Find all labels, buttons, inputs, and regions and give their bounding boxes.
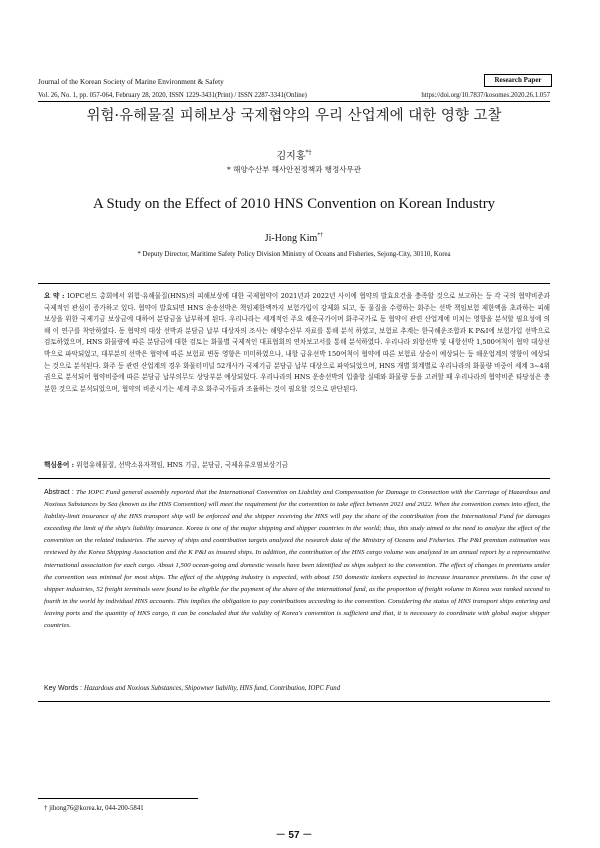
korean-title: 위험·유해물질 피해보상 국제협약의 우리 산업계에 대한 영향 고찰 xyxy=(86,108,502,124)
volume-line: Vol. 26, No. 1, pp. 057-064, February 28, 2020, ISSN 1229-3431(Print) / ISSN 2287-3341(Online) xyxy=(38,92,307,99)
page-number: － 57 － xyxy=(275,830,313,841)
abstract-bottom-rule xyxy=(38,701,550,702)
korean-abstract xyxy=(44,291,550,395)
english-keywords xyxy=(44,683,550,695)
korean-abstract-label: 요 약 : xyxy=(44,292,68,300)
english-title: A Study on the Effect of 2010 HNS Convention on Korean Industry xyxy=(92,196,496,212)
korean-keywords xyxy=(44,460,550,472)
english-abstract-label: Abstract : xyxy=(44,489,77,496)
journal-name: Journal of the Korean Society of Marine Environment & Safety xyxy=(38,77,224,86)
abstract-divider-rule xyxy=(38,478,550,479)
author-mark: *† xyxy=(305,149,312,157)
doi-link[interactable]: https://doi.org/10.7837/kosomes.2020.26.1.057 xyxy=(421,92,550,99)
korean-abstract-text: IOPC펀드 총회에서 위험·유해물질(HNS)의 피해보상에 대한 국제협약이 2021년과 2022년 사이에 협약의 발효요건을 충족할 것으로 보고하는 등 각 국의 협약비준과 국제적인 관심이 증가하고 있다. 협약이 발효되면 HNS 운송선박은 책임제한액까지 보험가입이 강제화 되고, 동 물질을 수령하는 화주는 선박 책임보험 제한액을 초과하는 피해 보상을 위한 국제기금 보상금에 대하여 분담금을 납부하게 된다. 우리나라는 세계적인 주요 해운국가이며 화주국가로 동 협약이 관련 산업계에 미치는 영향을 분석할 필요성에 의해 이 연구를 착안하였다. 동 협약의 대상 선박과 분담금 납부 대상자의 조사는 해양수산부 자료를 통해 분석 하였고, 보험료 추계는 한국해운조합과 K P&I에 보험가입 선박으로 검토하였으며, HNS 화물량에 따른 분담금에 대한 검토는 화물별 국제적인 대표협회의 연차보고서를 통해 분석하였다. 우리나라 외항선박 및 내항선박 1,500여척이 협약 대상선박으로 파악되었고, 대부분의 선박은 협약에 따른 보험료 변동 영향은 미미하였으나, 내항 급유선박 150여척이 협약에 따른 보험료 상승이 예상되는 등 해운업계의 영향이 예상되는 것으로 분석된다. 화주 등 관련 산업계의 경우 화물터미널 52개사가 국제기금 분담금 납부 대상으로 파악되었으며, HNS 개별 회계별로 우리나라의 화물량 비중이 세계 3~4위권으로 분석되어 협약비중에 따른 분담금 납부의무도 상당부분 예상되었다. 우리나라의 HNS 운송선박의 입출항 실태와 화물량 등을 고려할 때 우리나라의 협약비준 타당성은 충분한 것으로 분석되었으며, 협약의 비준시기는 세계 주요 화주국가들과 조율하는 것이 필요할 것으로 판단된다. xyxy=(44,292,550,393)
english-abstract xyxy=(44,487,550,632)
english-author: Ji-Hong Kim*† xyxy=(264,232,324,244)
korean-keywords-label: 핵심용어 : xyxy=(44,461,77,469)
research-paper-badge: Research Paper xyxy=(484,74,552,87)
korean-affiliation: * 해양수산부 해사안전정책과 행정사무관 xyxy=(226,165,362,174)
corresponding-author-footnote: † jihong76@korea.kr, 044-200-5841 xyxy=(44,805,144,812)
english-keywords-label: Key Words : xyxy=(44,685,84,692)
abstract-top-rule xyxy=(38,283,550,284)
korean-author: 김지홍*† xyxy=(276,149,312,162)
header-rule xyxy=(38,101,550,102)
author-mark: *† xyxy=(317,232,324,239)
footnote-rule xyxy=(38,798,198,799)
english-affiliation: * Deputy Director, Maritime Safety Policy Division Ministry of Oceans and Fisheries, Sejong-City, 30110, Korea xyxy=(137,251,451,258)
korean-keywords-text: 위험유해물질, 선박소유자책임, HNS 기금, 분담금, 국제유류오염보상기금 xyxy=(76,461,289,469)
english-abstract-text: The IOPC Fund general assembly reported that the International Convention on Liability and Compensation for Damage in Connection with the Carriage of Hazardous and Noxious Substances by Sea (known as the HNS Convention) will meet the requirement for the convention to take effect between 2021 and 2022. When the convention comes into effect, the liability-limit insurance of the HNS transport ship will be enforced and the shipper receiving the HNS will pay the share of the contribution from the International Fund for damages exceeding the limit of the ship's liability insurance. Korea is one of the major shipping and shipper countries in the world; thus, this study aimed to the need to analyze the effect of the convention on the related industries. The survey of ships and contribution targets analyzed the research data of the Ministry of Oceans and Fisheries. The P&I premium estimation was reviewed by the Korea Shipping Association and the K P&I as insured ships. In addition, the contribution of the HNS cargo volume was analyzed in an annual report by a representative international association for each cargo. About 1,500 ocean-going and domestic vessels have been identified as ships subject to the convention. The effect of changes in premiums under the convention was minimal for most ships. The effect of the shipping industry is expected, with about 150 domestic tankers expected to increase insurance premiums. In the case of shipper industries, 52 freight terminals were found to be eligible for the payment of the share of the international fund, as the proportion of freight volume in Korea was ranked second to fourth in the world by individual HNS accounts. This implies the obligation to pay contributions according to the convention. Considering the status of HNS transport ships entering and leaving ports and the quantity of HNS cargo, it can be concluded that the validity of Korea's convention is sufficient and that, it is necessary to coordinate with global major shipper countries. xyxy=(44,489,550,630)
english-keywords-text: Hazardous and Noxious Substances, Shipowner liability, HNS fund, Contribution, IOPC Fund xyxy=(83,685,341,692)
